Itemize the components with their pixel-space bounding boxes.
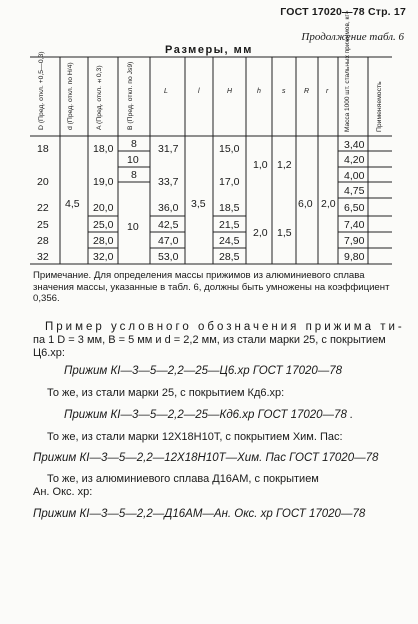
- cell-r: 2,0: [321, 198, 336, 210]
- designation-2: Прижим КI—3—5—2,2—25—Кд6.хр ГОСТ 17020—78 .: [64, 409, 354, 421]
- same-1: То же, из стали марки 25, с покрытием Кд6.хр:: [47, 387, 285, 399]
- cell-mass-5: 7,40: [344, 219, 365, 231]
- cell-mass-6: 7,90: [344, 235, 365, 247]
- same-3b: Ан. Окс. хр:: [33, 486, 93, 498]
- cell-h-low: 2,0: [253, 227, 268, 239]
- cell-A-5: 32,0: [93, 251, 114, 263]
- col-header-D: D (Пред. откл. +0,5—0,3): [38, 51, 45, 130]
- cell-mass-7: 9,80: [344, 251, 365, 263]
- same-3a: То же, из алюминиевого сплава Д16АМ, с покрытием: [47, 473, 319, 485]
- example-description: па 1 D = 3 мм, B = 5 мм и d = 2,2 мм, из стали марки 25, с покрытием Ц6.хр:: [33, 334, 386, 359]
- cell-L-1: 33,7: [158, 176, 179, 188]
- col-header-usage: Применяемость: [376, 81, 383, 132]
- cell-A-3: 25,0: [93, 219, 114, 231]
- cell-A-2: 20,0: [93, 202, 114, 214]
- cell-A-4: 28,0: [93, 235, 114, 247]
- cell-s-low: 1,5: [277, 227, 292, 239]
- col-header-mass: Масса 1000 шт. стальных прижимов, кг≈: [344, 10, 351, 132]
- designation-1: Прижим КI—3—5—2,2—25—Ц6.хр ГОСТ 17020—78: [64, 365, 343, 377]
- cell-B-2: 8: [131, 169, 137, 181]
- cell-L-5: 53,0: [158, 251, 179, 263]
- col-header-L: L: [164, 88, 168, 95]
- cell-B-3: 10: [127, 221, 139, 233]
- cell-H-2: 18,5: [219, 202, 240, 214]
- col-header-A: A (Пред. откл. ±0,3): [96, 65, 103, 130]
- cell-L-3: 42,5: [158, 219, 179, 231]
- sizes-title: Размеры, мм: [165, 44, 253, 56]
- designation-3: Прижим КI—3—5—2,2—12Х18Н10Т—Хим. Пас ГОСТ 17020—78: [33, 452, 379, 464]
- cell-A-0: 18,0: [93, 143, 114, 155]
- cell-mass-4: 6,50: [344, 202, 365, 214]
- cell-D-2: 22: [37, 202, 49, 214]
- table-note: Примечание. Для определения массы прижимов из алюминиевого сплава значения массы, указанные в табл. 6, должны быть умножены на коэффициент 0,356.: [33, 270, 390, 304]
- cell-H-3: 21,5: [219, 219, 240, 231]
- cell-D-3: 25: [37, 219, 49, 231]
- cell-B-1: 10: [127, 154, 139, 166]
- cell-mass-0: 3,40: [344, 139, 365, 151]
- example-heading: Пример условного обозначения прижима ти-: [45, 321, 405, 333]
- cell-D-0: 18: [37, 143, 49, 155]
- cell-L-4: 47,0: [158, 235, 179, 247]
- cell-H-1: 17,0: [219, 176, 240, 188]
- cell-D-5: 32: [37, 251, 49, 263]
- cell-mass-3: 4,75: [344, 185, 365, 197]
- cell-D-4: 28: [37, 235, 49, 247]
- col-header-H: H: [227, 88, 233, 95]
- col-header-d: d (Пред. откл. по H/4): [67, 62, 74, 130]
- col-header-s: s: [282, 88, 286, 95]
- cell-mass-1: 4,20: [344, 154, 365, 166]
- cell-L-0: 31,7: [158, 143, 179, 155]
- cell-H-4: 24,5: [219, 235, 240, 247]
- cell-d: 4,5: [65, 198, 80, 210]
- cell-L-2: 36,0: [158, 202, 179, 214]
- cell-s-top: 1,2: [277, 159, 292, 171]
- cell-R: 6,0: [298, 198, 313, 210]
- cell-A-1: 19,0: [93, 176, 114, 188]
- table-continuation-label: Продолжение табл. 6: [301, 31, 404, 43]
- col-header-h: h: [257, 88, 261, 95]
- cell-l: 3,5: [191, 198, 206, 210]
- cell-H-5: 28,5: [219, 251, 240, 263]
- cell-D-1: 20: [37, 176, 49, 188]
- cell-h-top: 1,0: [253, 159, 268, 171]
- designation-4: Прижим КI—3—5—2,2—Д16АМ—Ан. Окс. хр ГОСТ 17020—78: [33, 508, 366, 520]
- same-2: То же, из стали марки 12Х18Н10Т, с покрытием Хим. Пас:: [47, 431, 343, 443]
- col-header-l: l: [198, 88, 200, 95]
- col-header-B: B (Пред. откл. по Js9): [127, 61, 134, 130]
- col-header-R: R: [304, 88, 310, 95]
- col-header-r: r: [326, 88, 329, 95]
- cell-H-0: 15,0: [219, 143, 240, 155]
- cell-mass-2: 4,00: [344, 170, 365, 182]
- cell-B-0: 8: [131, 138, 137, 150]
- page-header: ГОСТ 17020—78 Стр. 17: [280, 6, 406, 18]
